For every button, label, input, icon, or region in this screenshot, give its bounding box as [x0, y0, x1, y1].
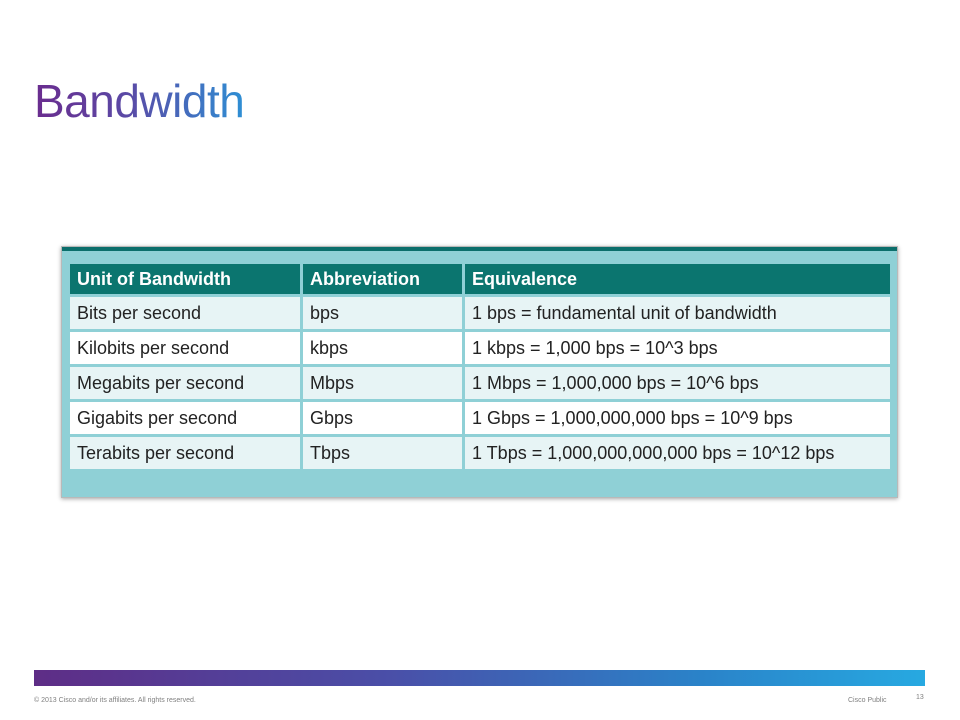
page-number: 13 [916, 694, 924, 701]
column-header-equivalence: Equivalence [465, 264, 890, 294]
equivalence-cell: 1 Gbps = 1,000,000,000 bps = 10^9 bps [465, 402, 890, 434]
bandwidth-table [67, 261, 893, 472]
slide-title: Bandwidth [34, 75, 245, 127]
equivalence-cell: 1 kbps = 1,000 bps = 10^3 bps [465, 332, 890, 364]
unit-cell: Terabits per second [70, 437, 300, 469]
unit-cell: Bits per second [70, 297, 300, 329]
abbreviation-cell: Gbps [303, 402, 462, 434]
abbreviation-cell: Tbps [303, 437, 462, 469]
unit-cell: Megabits per second [70, 367, 300, 399]
table-row [70, 297, 890, 329]
column-header-abbreviation: Abbreviation [303, 264, 462, 294]
unit-cell: Kilobits per second [70, 332, 300, 364]
bandwidth-table-frame [61, 246, 898, 498]
table-row [70, 367, 890, 399]
equivalence-cell: 1 Mbps = 1,000,000 bps = 10^6 bps [465, 367, 890, 399]
column-header-unit: Unit of Bandwidth [70, 264, 300, 294]
equivalence-cell: 1 Tbps = 1,000,000,000,000 bps = 10^12 bps [465, 437, 890, 469]
abbreviation-cell: kbps [303, 332, 462, 364]
abbreviation-cell: bps [303, 297, 462, 329]
equivalence-cell: 1 bps = fundamental unit of bandwidth [465, 297, 890, 329]
abbreviation-cell: Mbps [303, 367, 462, 399]
table-row [70, 437, 890, 469]
table-row [70, 402, 890, 434]
table-header-row [70, 264, 890, 294]
footer-copyright: © 2013 Cisco and/or its affiliates. All rights reserved. [34, 697, 196, 704]
footer-classification: Cisco Public [848, 697, 887, 704]
unit-cell: Gigabits per second [70, 402, 300, 434]
table-row [70, 332, 890, 364]
footer-gradient-bar [34, 670, 925, 686]
